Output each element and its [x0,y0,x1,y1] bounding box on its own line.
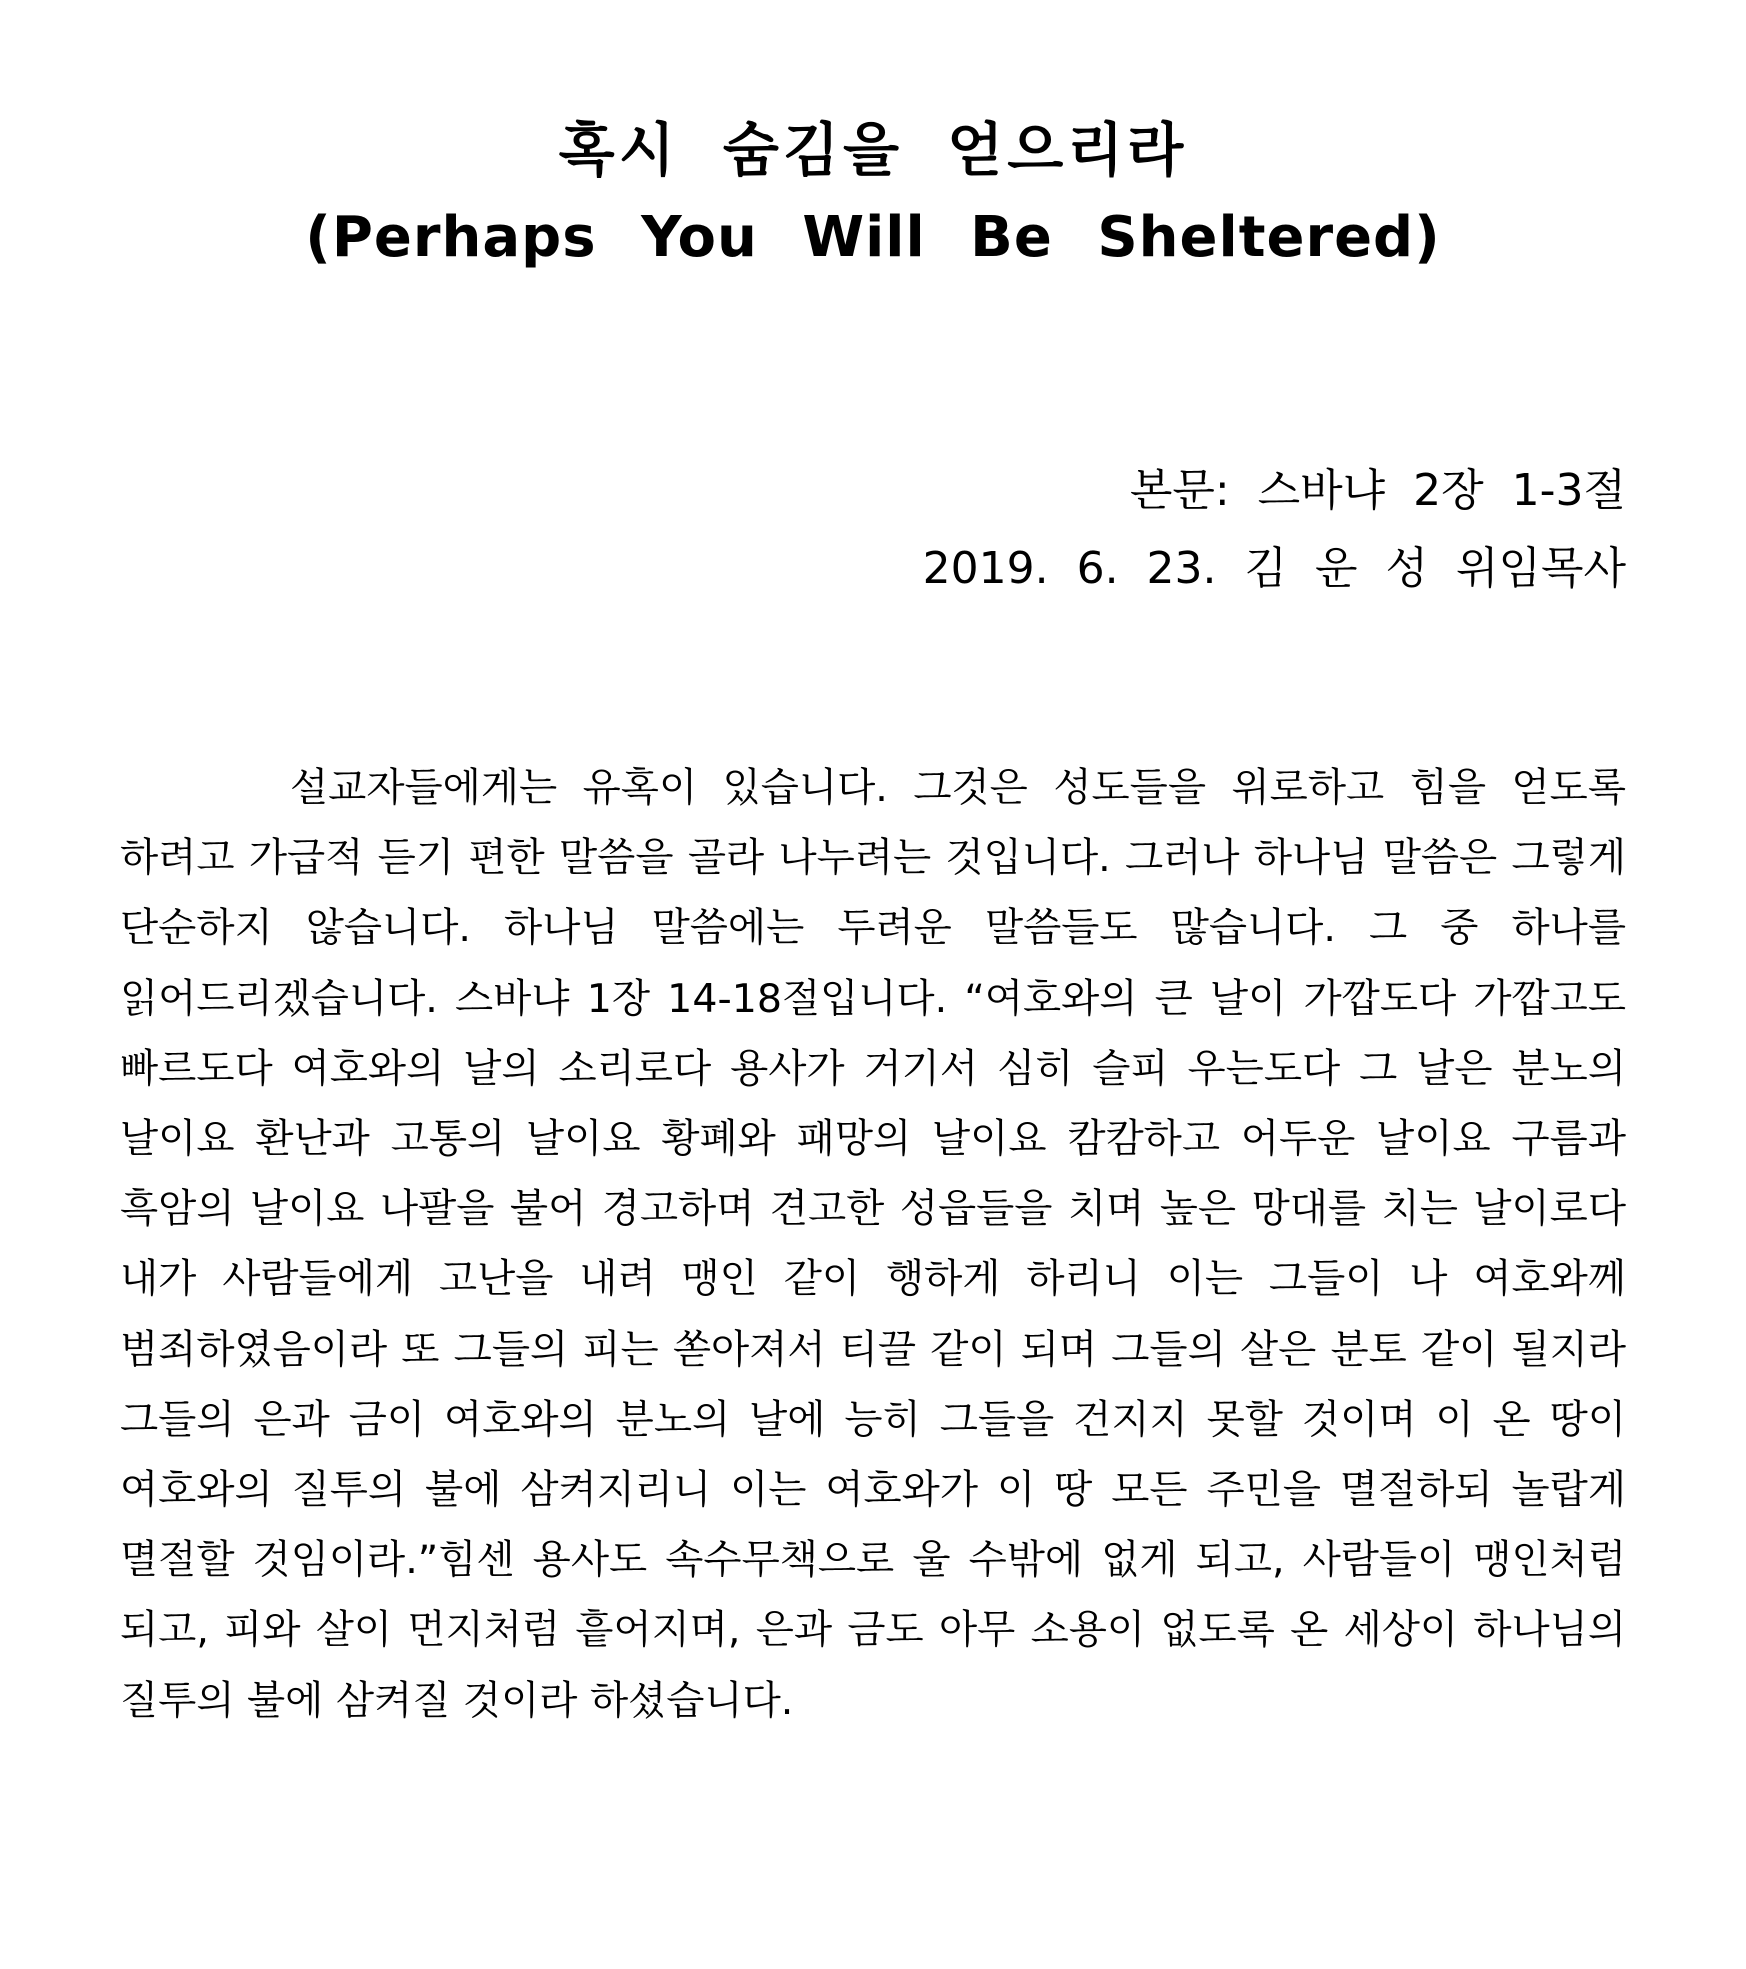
page-title-korean: 혹시 숨김을 얻으리라 [558,116,1188,184]
sermon-body-paragraph: 설교자들에게는 유혹이 있습니다. 그것은 성도들을 위로하고 힘을 얻도록 하려고 가급적 듣기 편한 말씀을 골라 나누려는 것입니다. 그러나 하나님 말씀은 그렇게 단순하지 않습니다. 하나님 말씀에는 두려운 말씀들도 많습니다. 그 중 하나를 읽어드리겠습니다. 스바냐 1장 14-18절입니다. “여호와의 큰 날이 가깝도다 가깝고도 빠르도다 여호와의 날의 소리로다 용사가 거기서 심히 슬피 우는도다 그 날은 분노의 날이요 환난과 고통의 날이요 황폐와 패망의 날이요 캄캄하고 어두운 날이요 구름과 흑암의 날이요 나팔을 불어 경고하며 견고한 성읍들을 치며 높은 망대를 치는 날이로다 내가 사람들에게 고난을 내려 맹인 같이 행하게 하리니 이는 그들이 나 여호와께 범죄하였음이라 또 그들의 피는 쏟아져서 티끌 같이 되며 그들의 살은 분토 같이 될지라 그들의 은과 금이 여호와의 분노의 날에 능히 그들을 건지지 못할 것이며 이 온 땅이 여호와의 질투의 불에 삼켜지리니 이는 여호와가 이 땅 모든 주민을 멸절하되 놀랍게 멸절할 것임이라.”힘센 용사도 속수무책으로 울 수밖에 없게 되고, 사람들이 맹인처럼 되고, 피와 살이 먼지처럼 흩어지며, 은과 금도 아무 소용이 없도록 온 세상이 하나님의 질투의 불에 삼켜질 것이라 하셨습니다. [120,765,1626,1724]
sermon-meta [923,452,1626,608]
date-and-preacher: 2019. 6. 23. 김 운 성 위임목사 [922,543,1626,594]
scripture-reference: 본문: 스바냐 2장 1-3절 [1129,465,1626,516]
title-block [0,108,1746,284]
page-title-english: (Perhaps You Will Be Sheltered) [305,205,1441,270]
